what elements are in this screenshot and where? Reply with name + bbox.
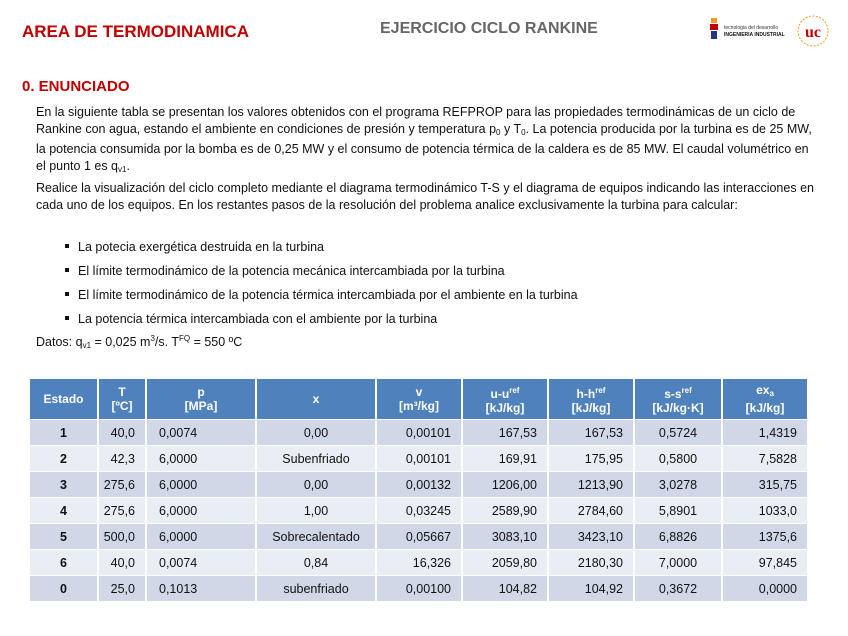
table-cell: 40,0 [98, 420, 146, 446]
header-h: $h-h^{ref}$ [kJ/kg] [548, 379, 634, 420]
paragraph-statement: En la siguiente tabla se presentan los valores obtenidos con el programa REFPROP para las propiedades termodinámicas de un ciclo de Rankine con agua, estando el ambiente en condiciones de presión y temperatura $p_0$ y $T_0$. La potencia producida por la turbina es de 25 MW, la potencia consumida por la bomba es de 0,25 MW y el consumo de potencia térmica de la caldera es de 85 MW. El caudal volumétrico en el punto 1 es $q_{v1}$. [36, 105, 812, 174]
logo-line2: INGENIERIA INDUSTRIAL [724, 32, 785, 38]
table-cell: 7,0000 [634, 550, 722, 576]
table-cell: 0,1013 [146, 576, 256, 602]
table-cell: 5,8901 [634, 498, 722, 524]
table-cell: 0,00 [256, 472, 376, 498]
table-cell: 167,53 [548, 420, 634, 446]
table-cell: 0,0074 [146, 550, 256, 576]
table-cell: 97,845 [722, 550, 808, 576]
table-row [30, 524, 808, 550]
table-row [30, 420, 808, 446]
table-cell: 2180,30 [548, 550, 634, 576]
seal-logo [796, 14, 830, 48]
header-v: v [m³/kg] [376, 379, 462, 420]
table-cell: 7,5828 [722, 446, 808, 472]
table-cell: 0,00101 [376, 446, 462, 472]
table-cell: 6,0000 [146, 498, 256, 524]
table-row [30, 498, 808, 524]
table-header-row [30, 379, 808, 420]
table-cell: 3423,10 [548, 524, 634, 550]
table-cell: 6,0000 [146, 446, 256, 472]
table-cell: 0,05667 [376, 524, 462, 550]
header-ex: $ex_a$ [kJ/kg] [722, 379, 808, 420]
logo-line1: tecnologia del desarrollo [724, 25, 779, 31]
table-cell: 0,00 [256, 420, 376, 446]
table-cell: 1033,0 [722, 498, 808, 524]
seal-text: uc [805, 24, 821, 41]
exercise-title: EJERCICIO CICLO RANKINE [380, 20, 598, 37]
header-u: $u-u^{ref}$ [kJ/kg] [462, 379, 548, 420]
table-cell: 104,92 [548, 576, 634, 602]
table-cell: 6,0000 [146, 524, 256, 550]
table-cell: 104,82 [462, 576, 548, 602]
university-logo [708, 16, 785, 46]
header-x: x [256, 379, 376, 420]
list-item: La potecia exergética destruida en la turbina [78, 239, 578, 263]
table-cell: 0,3672 [634, 576, 722, 602]
table-cell: Subenfriado [256, 446, 376, 472]
crest-icon [708, 18, 720, 42]
properties-table [30, 379, 809, 601]
table-cell: 1 [30, 420, 98, 446]
table-cell: 275,6 [98, 498, 146, 524]
table-cell: 0,0000 [722, 576, 808, 602]
table-row [30, 472, 808, 498]
table-cell: 500,0 [98, 524, 146, 550]
table-cell: Sobrecalentado [256, 524, 376, 550]
table-cell: 25,0 [98, 576, 146, 602]
header-t: T [ºC] [98, 379, 146, 420]
table-cell: 0,00101 [376, 420, 462, 446]
table-cell: 4 [30, 498, 98, 524]
table-cell: 2059,80 [462, 550, 548, 576]
table-cell: 0,5724 [634, 420, 722, 446]
data-line: Datos: $q_{v1} = 0,025$ $m^3/s$. $T^{FQ} = 550$ ºC [36, 334, 243, 350]
header-estado: Estado [30, 379, 98, 420]
area-title: AREA DE TERMODINAMICA [22, 22, 249, 41]
table-cell: 6 [30, 550, 98, 576]
header-s: $s-s^{ref}$ [kJ/kg·K] [634, 379, 722, 420]
table-body [30, 420, 808, 602]
table-cell: 5 [30, 524, 98, 550]
table-cell: 167,53 [462, 420, 548, 446]
header-p: p [MPa] [146, 379, 256, 420]
table-cell: 1213,90 [548, 472, 634, 498]
table-cell: subenfriado [256, 576, 376, 602]
table-cell: 175,95 [548, 446, 634, 472]
table-cell: 2589,90 [462, 498, 548, 524]
table-cell: 6,0000 [146, 472, 256, 498]
table-cell: 315,75 [722, 472, 808, 498]
task-list [78, 239, 578, 335]
table-cell: 42,3 [98, 446, 146, 472]
table-cell: 2 [30, 446, 98, 472]
table-cell: 0,03245 [376, 498, 462, 524]
table-cell: 40,0 [98, 550, 146, 576]
table-row [30, 550, 808, 576]
table-cell: 16,326 [376, 550, 462, 576]
table-cell: 1206,00 [462, 472, 548, 498]
list-item: El límite termodinámico de la potencia térmica intercambiada por el ambiente en la turbina [78, 287, 578, 311]
list-item: El límite termodinámico de la potencia mecánica intercambiada por la turbina [78, 263, 578, 287]
table-cell: 3 [30, 472, 98, 498]
table-cell: 0,00100 [376, 576, 462, 602]
table-cell: 1,00 [256, 498, 376, 524]
list-item: La potencia térmica intercambiada con el ambiente por la turbina [78, 311, 578, 335]
paragraph-task: Realice la visualización del ciclo completo mediante el diagrama termodinámico T-S y el diagrama de equipos indicando las interacciones en cada uno de los equipos. En los restantes pasos de la resolución del problema analice exclusivamente la turbina para calcular: [36, 181, 814, 212]
table-cell: 169,91 [462, 446, 548, 472]
table-cell: 1375,6 [722, 524, 808, 550]
table-cell: 0,5800 [634, 446, 722, 472]
table-row [30, 576, 808, 602]
table-cell: 6,8826 [634, 524, 722, 550]
section-title: 0. ENUNCIADO [22, 78, 130, 95]
seal-icon [796, 14, 830, 48]
table-cell: 0,00132 [376, 472, 462, 498]
table-row [30, 446, 808, 472]
table-cell: 1,4319 [722, 420, 808, 446]
table-cell: 0,0074 [146, 420, 256, 446]
table-cell: 2784,60 [548, 498, 634, 524]
table-cell: 3083,10 [462, 524, 548, 550]
table-cell: 275,6 [98, 472, 146, 498]
table-cell: 0 [30, 576, 98, 602]
table-cell: 3,0278 [634, 472, 722, 498]
table-cell: 0,84 [256, 550, 376, 576]
